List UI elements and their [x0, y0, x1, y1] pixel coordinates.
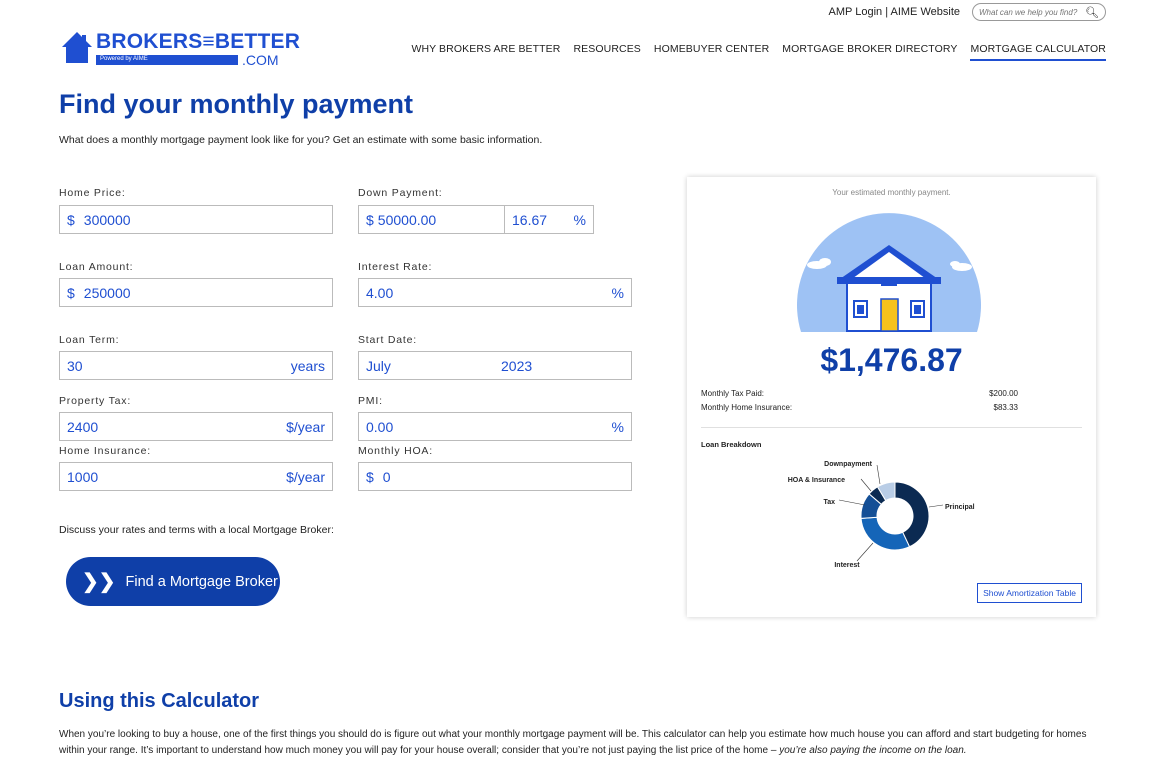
loan-term-value[interactable]: 30 — [67, 357, 83, 374]
start-date-label: Start Date: — [358, 334, 417, 346]
insurance-value: $83.33 — [993, 403, 1018, 412]
donut-label: Principal — [945, 504, 975, 511]
property-tax-label: Property Tax: — [59, 395, 132, 407]
house-logo-icon — [61, 31, 93, 64]
nav-why-brokers[interactable]: WHY BROKERS ARE BETTER — [411, 43, 561, 55]
home-insurance-value[interactable]: 1000 — [67, 468, 99, 485]
double-chevron-right-icon: ❯❯ — [82, 571, 116, 593]
home-insurance-field[interactable] — [59, 462, 333, 491]
pmi-label: PMI: — [358, 395, 383, 407]
card-divider — [701, 427, 1082, 428]
home-insurance-label: Home Insurance: — [59, 445, 151, 457]
tax-label: Monthly Tax Paid: — [701, 389, 764, 398]
property-tax-value[interactable]: 2400 — [67, 418, 99, 435]
home-price-prefix: $ — [67, 211, 75, 228]
logo-brand: BROKERS≡BETTER — [96, 30, 301, 53]
leader-line — [839, 500, 865, 505]
loan-term-suffix: years — [290, 357, 325, 374]
home-price-value[interactable]: 300000 — [83, 211, 131, 228]
nav-homebuyer-center[interactable]: HOMEBUYER CENTER — [653, 43, 770, 55]
pmi-field[interactable] — [358, 412, 632, 441]
insurance-label: Monthly Home Insurance: — [701, 403, 793, 412]
estimate-label: Your estimated monthly payment. — [832, 188, 951, 197]
insurance-row — [701, 403, 1018, 412]
nav-mortgage-calculator[interactable]: MORTGAGE CALCULATOR — [970, 43, 1106, 61]
pmi-suffix: % — [611, 418, 624, 435]
logo-com: .COM — [242, 52, 279, 68]
leader-line — [861, 479, 871, 491]
monthly-hoa-value[interactable]: 0 — [382, 468, 391, 485]
interest-rate-suffix: % — [611, 284, 624, 301]
loan-breakdown-title: Loan Breakdown — [701, 440, 762, 449]
donut-label: Interest — [834, 562, 860, 569]
down-payment-field[interactable] — [358, 205, 505, 234]
find-broker-label: Find a Mortgage Broker — [125, 573, 278, 590]
monthly-hoa-label: Monthly HOA: — [358, 445, 433, 457]
search-icon[interactable]: 🔍︎ — [1085, 6, 1099, 19]
donut-label: HOA & Insurance — [787, 477, 845, 484]
discuss-text: Discuss your rates and terms with a local Mortgage Broker: — [59, 524, 334, 536]
loan-amount-label: Loan Amount: — [59, 261, 134, 273]
nav-broker-directory[interactable]: MORTGAGE BROKER DIRECTORY — [782, 43, 958, 55]
explainer-text — [59, 727, 1109, 759]
interest-rate-value[interactable]: 4.00 — [366, 284, 394, 301]
house-illustration — [797, 201, 981, 333]
donut-label: Downpayment — [824, 461, 872, 468]
home-price-label: Home Price: — [59, 187, 126, 199]
start-date-month[interactable]: July — [366, 357, 391, 374]
down-payment-value[interactable]: 50000.00 — [377, 211, 437, 228]
logo-powered: Powered by AIME — [96, 55, 238, 65]
interest-rate-label: Interest Rate: — [358, 261, 433, 273]
property-tax-suffix: $/year — [286, 418, 325, 435]
search-input[interactable] — [979, 8, 1079, 17]
find-broker-button[interactable] — [66, 557, 280, 606]
amortization-table-button[interactable]: Show Amortization Table — [977, 583, 1082, 603]
down-payment-label: Down Payment: — [358, 187, 443, 199]
main-nav — [411, 43, 1106, 61]
loan-amount-prefix: $ — [67, 284, 75, 301]
nav-resources[interactable]: RESOURCES — [573, 43, 641, 55]
explainer-body: When you’re looking to buy a house, one of the first things you should do is figure out what your monthly mortgage payment will be. This calculator can help you estimate how much house you can afford and start budgeting for homes within your range. It’s important to understand how much money you will pay for your house overall; consider that you’re not just paying the list price of the home – — [59, 729, 1087, 756]
property-tax-field[interactable] — [59, 412, 333, 441]
down-payment-percent-field[interactable] — [504, 205, 594, 234]
pmi-value[interactable]: 0.00 — [366, 418, 394, 435]
explainer-emphasis: you’re also paying the income on the loan. — [779, 745, 967, 756]
loan-term-field[interactable] — [59, 351, 333, 380]
start-date-field[interactable] — [358, 351, 632, 380]
loan-amount-field[interactable] — [59, 278, 333, 307]
down-payment-percent-suffix: % — [573, 211, 586, 228]
leader-line — [877, 465, 880, 484]
donut-label: Tax — [823, 499, 835, 506]
monthly-hoa-field[interactable] — [358, 462, 632, 491]
tax-value: $200.00 — [989, 389, 1018, 398]
interest-rate-field[interactable] — [358, 278, 632, 307]
tax-row — [701, 389, 1018, 398]
result-card — [687, 177, 1096, 617]
explainer-title: Using this Calculator — [59, 690, 260, 712]
loan-amount-value[interactable]: 250000 — [83, 284, 131, 301]
loan-term-label: Loan Term: — [59, 334, 120, 346]
utility-bar — [829, 3, 1106, 21]
leader-line — [929, 505, 943, 507]
page-intro: What does a monthly mortgage payment look like for you? Get an estimate with some basic information. — [59, 134, 543, 146]
site-logo[interactable] — [61, 31, 300, 67]
down-payment-prefix: $ — [366, 211, 374, 228]
home-price-field[interactable] — [59, 205, 333, 234]
donut-slice-interest — [861, 517, 909, 550]
loan-breakdown-chart — [777, 457, 1007, 577]
leader-line — [857, 543, 873, 561]
home-insurance-suffix: $/year — [286, 468, 325, 485]
account-links[interactable]: AMP Login | AIME Website — [828, 6, 960, 18]
monthly-hoa-prefix: $ — [366, 468, 374, 485]
search-box[interactable] — [972, 3, 1106, 21]
start-date-year[interactable]: 2023 — [501, 357, 533, 374]
monthly-payment-amount: $1,476.87 — [820, 342, 963, 378]
down-payment-percent-value[interactable]: 16.67 — [512, 211, 548, 228]
page-title: Find your monthly payment — [59, 89, 414, 119]
